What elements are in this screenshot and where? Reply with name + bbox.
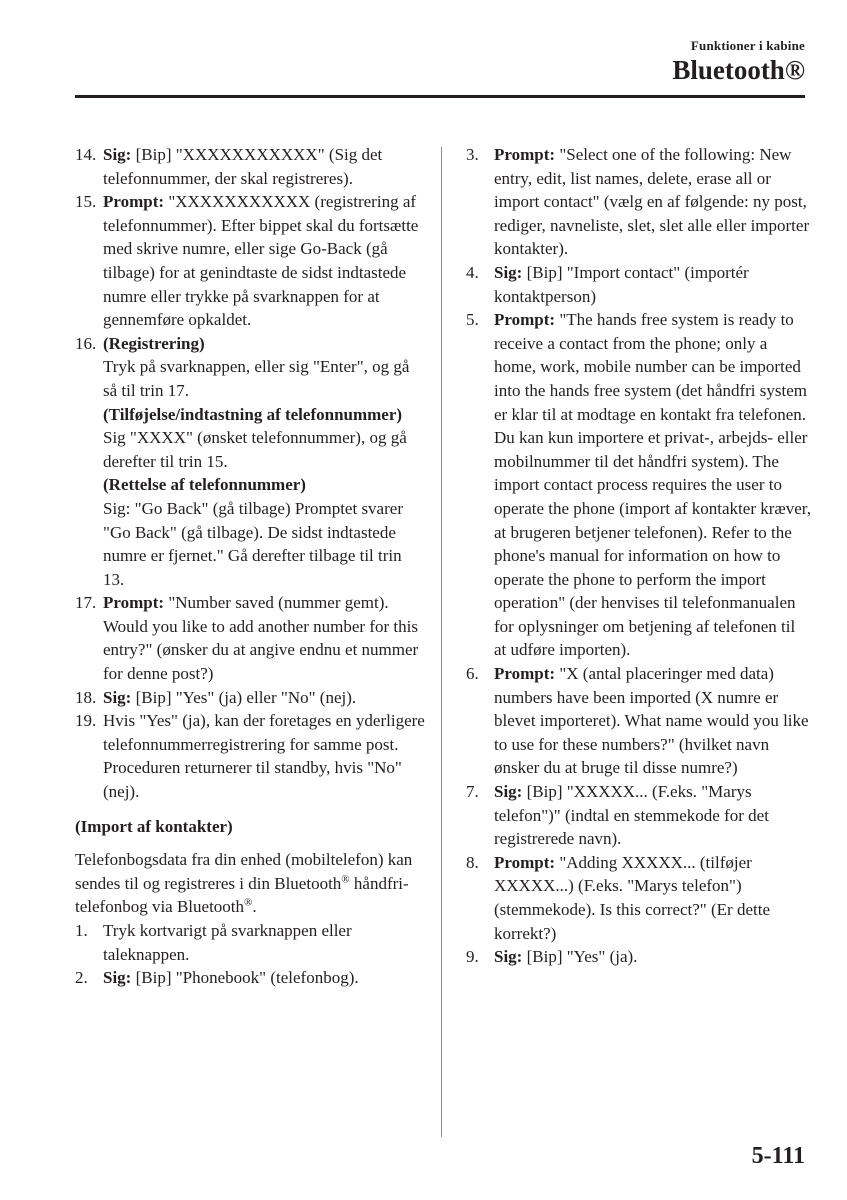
item-text: [Bip] "Yes" (ja). — [522, 947, 638, 967]
item-text: "XXXXXXXXXXX (registrering af telefonnummer). Efter bippet skal du fortsætte med skrive numre, eller sige Go-Back (gå tilbage) for at genindtaste de sidst indtastede numre eller trykke på svarknappen for at gennemføre opkaldet. — [103, 192, 419, 330]
list-item — [466, 143, 811, 261]
item-label: Sig: — [494, 782, 523, 802]
item-label: Sig: — [494, 262, 523, 282]
item-text: [Bip] "Yes" (ja) eller "No" (nej). — [131, 687, 357, 707]
item-number: 1. — [75, 921, 88, 940]
column-divider — [441, 147, 442, 1137]
list-item — [466, 945, 811, 969]
item-number: 2. — [75, 968, 88, 988]
list-item — [466, 261, 811, 308]
right-column — [466, 143, 811, 969]
item-number: 18. — [75, 687, 97, 707]
list-item — [466, 308, 811, 662]
list-item — [75, 332, 425, 592]
item-number: 5. — [466, 310, 479, 330]
item-number: 19. — [75, 711, 97, 731]
list-item — [75, 686, 425, 710]
item-number: 7. — [466, 782, 479, 802]
page-number: 5-111 — [751, 1143, 805, 1169]
registered-mark: ® — [244, 896, 253, 909]
item-number: 14. — [75, 145, 97, 164]
item-text: Proceduren returnerer til standby, hvis "No" (nej). — [103, 758, 402, 802]
item-number: 15. — [75, 192, 97, 212]
page-title: Bluetooth® — [672, 55, 805, 85]
item-label: Prompt: — [494, 310, 556, 330]
item-text: [Bip] "Import contact" (importér kontaktperson) — [494, 262, 749, 306]
item-text: Hvis "Yes" (ja), kan der foretages en yderligere telefonnummerregistrering for samme post. — [103, 711, 425, 754]
header-rule — [75, 95, 805, 98]
item-label: Prompt: — [494, 145, 556, 164]
item-label: Prompt: — [494, 664, 556, 684]
list-item — [75, 919, 425, 966]
item-number: 8. — [466, 852, 479, 872]
list-item — [75, 966, 425, 990]
item-text: Sig: "Go Back" (gå tilbage) Promptet svarer "Go Back" (gå tilbage). De sidst indtastede numre er fjernet." Gå derefter tilbage til trin 13. — [103, 498, 403, 589]
item-label: Prompt: — [103, 593, 165, 613]
item-label: Sig: — [103, 968, 132, 988]
item-number: 9. — [466, 947, 479, 967]
item-text: [Bip] "XXXXXXXXXXX" (Sig det telefonnummer, der skal registreres). — [103, 145, 383, 188]
registered-mark: ® — [341, 873, 350, 886]
item-number: 17. — [75, 593, 97, 613]
item-text: "The hands free system is ready to receive a contact from the phone; only a home, work, mobile number can be imported into the hands free system (det håndfri system er klar til at modtage en kontakt fra telefonen. Du kan kun importere et privat-, arbejds- eller mobilnummer til det håndfri system). The import contact process requires the user to operate the phone (import af kontakter kræver, at brugeren betjener telefonen). Refer to the phone's manual for information on how to operate the phone to perform the import operation" (der henvises til telefonmanualen for oplysninger om betjening af telefonen til at udføre importen). — [494, 310, 812, 660]
list-item — [75, 591, 425, 685]
item-text: [Bip] "XXXXX... (F.eks. "Marys telefon")" (indtal en stemmekode for det registrerede navn). — [494, 782, 769, 849]
left-column — [75, 143, 425, 990]
item-text: [Bip] "Phonebook" (telefonbog). — [131, 968, 359, 988]
item-number: 4. — [466, 262, 479, 282]
item-label: Prompt: — [494, 852, 556, 872]
item-number: 6. — [466, 664, 479, 684]
sub-heading: (Tilføjelse/indtastning af telefonnummer) — [103, 404, 403, 424]
item-text: Tryk på svarknappen, eller sig "Enter", og gå så til trin 17. — [103, 357, 410, 400]
item-text: Sig "XXXX" (ønsket telefonnummer), og gå derefter til trin 15. — [103, 428, 407, 471]
section-label: Funktioner i kabine — [690, 38, 805, 53]
sub-heading: (Rettelse af telefonnummer) — [103, 475, 306, 495]
list-item — [75, 709, 425, 803]
item-label: Sig: — [103, 687, 132, 707]
import-paragraph: Telefonbogsdata fra din enhed (mobiltelefon) kan sendes til og registreres i din Bluetooth® håndfri-telefonbog via Bluetooth®. — [75, 850, 413, 917]
list-item — [466, 662, 811, 780]
item-text: "Select one of the following: New entry, edit, list names, delete, erase all or import contact" (vælg en af følgende: ny post, rediger, navneliste, slet, slet alle eller importer kontakter). — [494, 145, 810, 259]
item-label: Sig: — [103, 145, 132, 164]
item-number: 3. — [466, 145, 479, 164]
item-label: (Registrering) — [103, 333, 205, 353]
list-item — [75, 143, 425, 190]
item-text: "Number saved (nummer gemt). Would you like to add another number for this entry?" (ønsker du at angive endnu et nummer for denne post?) — [103, 593, 419, 684]
section-heading: (Import af kontakter) — [75, 816, 233, 836]
item-text: "Adding XXXXX... (tilføjer XXXXX...) (F.eks. "Marys telefon") (stemmekode). Is this correct?" (Er dette korrekt?) — [494, 852, 770, 943]
list-item — [75, 190, 425, 332]
item-label: Prompt: — [103, 192, 165, 212]
item-number: 16. — [75, 333, 97, 353]
list-item — [466, 851, 811, 945]
item-label: Sig: — [494, 947, 523, 967]
item-text: "X (antal placeringer med data) numbers have been imported (X numre er blevet importeret). What name would you like to use for these numbers?" (hvilket navn ønsker du at bruge til disse numre?) — [494, 664, 809, 778]
list-item — [466, 780, 811, 851]
item-text: Tryk kortvarigt på svarknappen eller taleknappen. — [103, 921, 352, 964]
